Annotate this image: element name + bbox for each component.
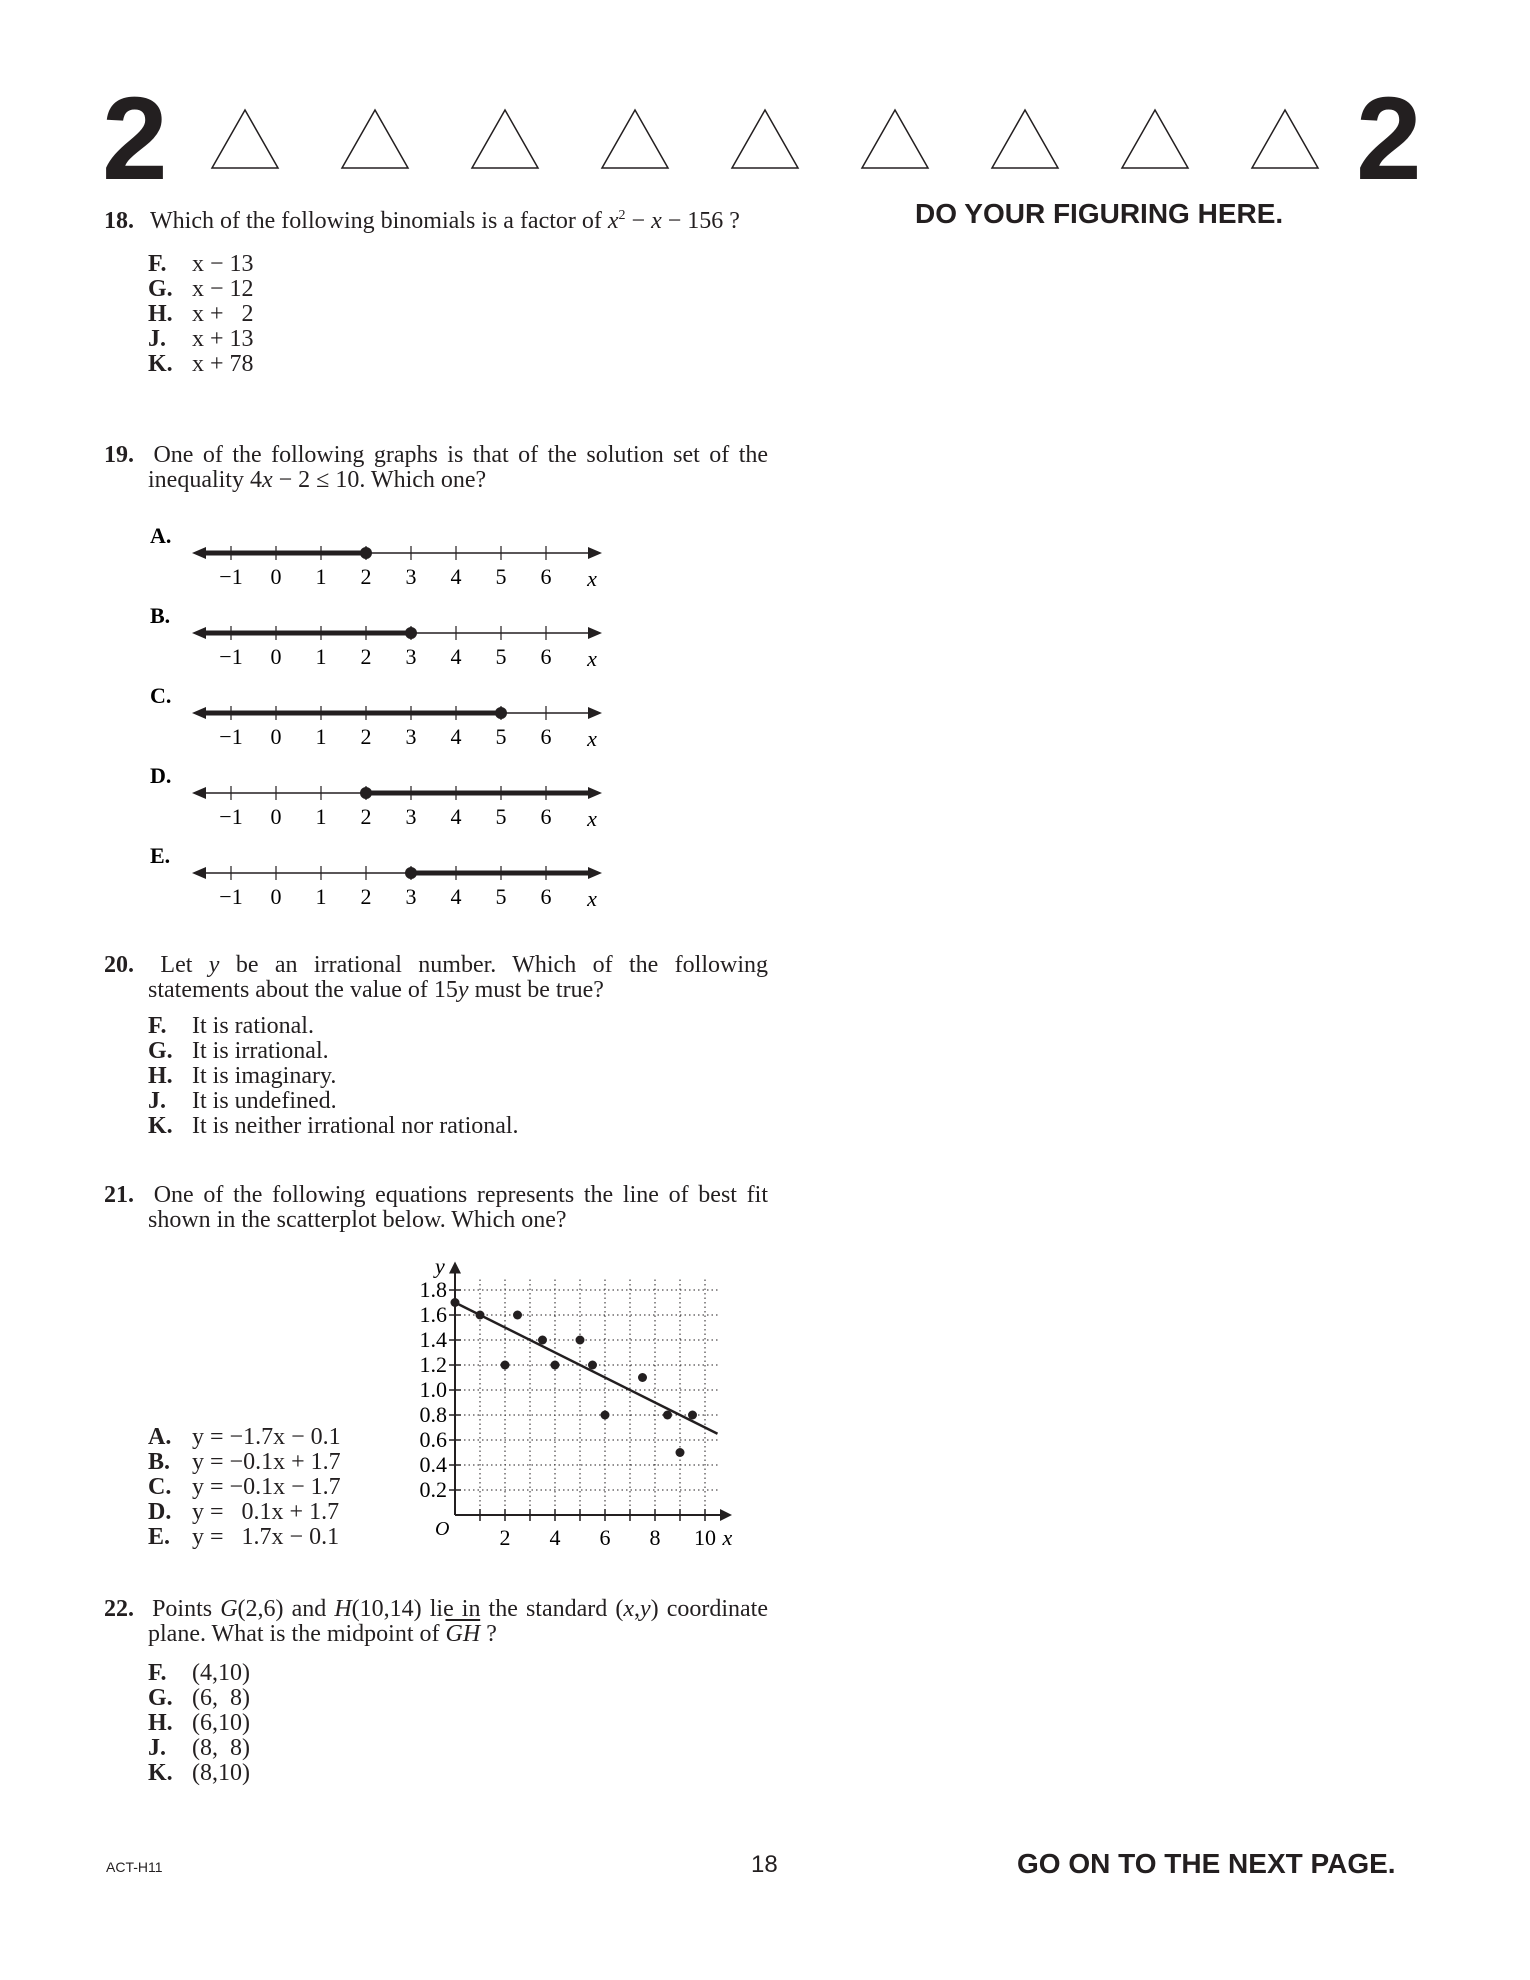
- triangle-icon: [340, 108, 410, 170]
- choice-letter: H.: [148, 301, 173, 327]
- tick-label: 1: [315, 724, 327, 749]
- x-tick-label: 6: [599, 1525, 611, 1550]
- choice-letter: A.: [148, 1424, 172, 1450]
- triangle-icon: [1250, 108, 1320, 170]
- tick-label: 4: [450, 644, 462, 669]
- y-tick-label: 1.4: [419, 1327, 447, 1352]
- scatterplot: [395, 1245, 755, 1565]
- right-arrow-icon: [588, 627, 602, 639]
- question-22: [104, 1597, 768, 1786]
- answer-choice: [148, 1064, 768, 1089]
- triangle-icon: [860, 108, 930, 170]
- grid: [455, 1278, 718, 1515]
- tick-label: 0: [270, 884, 282, 909]
- axis-variable-label: x: [587, 646, 597, 671]
- solution-point: [360, 787, 372, 799]
- question-21: [104, 1183, 768, 1233]
- choice-letter: J.: [148, 1088, 166, 1114]
- tick-label: 2: [360, 564, 372, 589]
- data-point: [513, 1311, 522, 1320]
- tick-label: 0: [270, 724, 282, 749]
- triangle-icon: [1120, 108, 1190, 170]
- left-arrow-icon: [192, 787, 206, 799]
- choice-letter: K.: [148, 1760, 173, 1786]
- choice-text: x + 13: [192, 326, 254, 352]
- answer-choice: [148, 277, 768, 302]
- choice-text: It is neither irrational nor rational.: [192, 1113, 519, 1139]
- choice-text: It is imaginary.: [192, 1063, 337, 1089]
- tick-label: 5: [495, 804, 507, 829]
- data-point: [501, 1361, 510, 1370]
- graph-letter: E.: [150, 843, 171, 868]
- y-tick-label: 1.6: [419, 1302, 447, 1327]
- choice-text: It is undefined.: [192, 1088, 337, 1114]
- question-20-choices: [104, 1014, 768, 1139]
- tick-label: 0: [270, 564, 282, 589]
- choice-letter: J.: [148, 326, 166, 352]
- data-point: [638, 1373, 647, 1382]
- tick-label: −1: [219, 564, 243, 589]
- tick-label: −1: [219, 724, 243, 749]
- question-number: 19.: [104, 442, 134, 468]
- y-tick-label: 0.2: [419, 1477, 447, 1502]
- choice-text: y = 1.7x − 0.1: [192, 1524, 340, 1550]
- tick-label: −1: [219, 804, 243, 829]
- answer-choice: [148, 1761, 768, 1786]
- tick-label: 0: [270, 804, 282, 829]
- triangle-icon: [600, 108, 670, 170]
- tick-label: 0: [270, 644, 282, 669]
- tick-label: 5: [495, 724, 507, 749]
- question-19-text: 19. One of the following graphs is that of the solution set of the inequality 4x − 2 ≤ 10. Which one?: [104, 442, 769, 493]
- left-arrow-icon: [192, 867, 206, 879]
- best-fit-line: [455, 1303, 718, 1434]
- answer-choice: [148, 302, 768, 327]
- graph-letter: A.: [150, 523, 172, 548]
- question-18-text: 18. Which of the following binomials is a factor of $x^2 - x - 156$ ?: [104, 208, 740, 234]
- choice-text: y = −0.1x + 1.7: [192, 1449, 341, 1475]
- tick-label: 3: [405, 804, 417, 829]
- form-code: ACT-H11: [106, 1859, 163, 1875]
- choice-text: x + 78: [192, 351, 254, 377]
- answer-choice: [148, 1425, 341, 1450]
- y-tick-label: 0.6: [419, 1427, 447, 1452]
- question-20-text: 20. Let y be an irrational number. Which of the following statements about the value of 15y must be true?: [104, 952, 769, 1003]
- data-point: [688, 1411, 697, 1420]
- tick-label: 6: [540, 644, 552, 669]
- tick-label: 4: [450, 724, 462, 749]
- tick-label: 1: [315, 884, 327, 909]
- question-number: 20.: [104, 952, 134, 978]
- tick-label: 1: [315, 564, 327, 589]
- data-point: [551, 1361, 560, 1370]
- question-number: 18.: [104, 208, 134, 234]
- x-tick-label: 4: [549, 1525, 561, 1550]
- choice-letter: F.: [148, 1660, 167, 1686]
- tick-label: 3: [405, 564, 417, 589]
- solution-point: [405, 867, 417, 879]
- answer-choice: [148, 1736, 768, 1761]
- answer-choice: [148, 1014, 768, 1039]
- x-axis-arrow-icon: [720, 1509, 732, 1521]
- figuring-note: DO YOUR FIGURING HERE.: [915, 198, 1284, 229]
- tick-label: −1: [219, 884, 243, 909]
- tick-label: 2: [360, 804, 372, 829]
- choice-letter: H.: [148, 1710, 173, 1736]
- question-number: 21.: [104, 1182, 134, 1208]
- tick-label: 6: [540, 804, 552, 829]
- choice-text: (6,10): [192, 1710, 250, 1736]
- choice-text: It is irrational.: [192, 1038, 329, 1064]
- answer-choice: [148, 327, 768, 352]
- triangle-icon: [730, 108, 800, 170]
- x-tick-label: 8: [649, 1525, 661, 1550]
- page-number: 18: [751, 1851, 778, 1878]
- tick-label: 6: [540, 564, 552, 589]
- answer-choice: [148, 1114, 768, 1139]
- triangle-icon: [210, 108, 280, 170]
- choice-letter: E.: [148, 1524, 171, 1550]
- number-line-b: [150, 603, 602, 671]
- solution-point: [360, 547, 372, 559]
- question-19: [104, 443, 768, 493]
- y-axis-label: y: [435, 1253, 445, 1279]
- choice-letter: K.: [148, 1113, 173, 1139]
- data-point: [576, 1336, 585, 1345]
- y-tick-label: 0.8: [419, 1402, 447, 1427]
- choice-letter: H.: [148, 1063, 173, 1089]
- data-point: [663, 1411, 672, 1420]
- data-point: [588, 1361, 597, 1370]
- graph-letter: D.: [150, 763, 172, 788]
- data-point: [451, 1298, 460, 1307]
- choice-text: (6, 8): [192, 1685, 250, 1711]
- tick-label: 1: [315, 804, 327, 829]
- choice-text: y = −1.7x − 0.1: [192, 1424, 341, 1450]
- tick-label: 3: [405, 644, 417, 669]
- solution-point: [405, 627, 417, 639]
- tick-label: 5: [495, 644, 507, 669]
- tick-label: 4: [450, 804, 462, 829]
- section-number-left: 2: [102, 73, 168, 205]
- answer-choice: [148, 352, 768, 377]
- x-axis-label: x: [722, 1525, 733, 1550]
- number-lines: [140, 510, 640, 910]
- choice-text: (8, 8): [192, 1735, 250, 1761]
- choice-text: y = −0.1x − 1.7: [192, 1474, 341, 1500]
- number-line-d: [150, 763, 602, 831]
- answer-choice: [148, 1711, 768, 1736]
- choice-letter: G.: [148, 1038, 173, 1064]
- origin-label: O: [435, 1518, 450, 1540]
- tick-label: 2: [360, 884, 372, 909]
- section-number-right: 2: [1356, 73, 1422, 205]
- tick-label: 1: [315, 644, 327, 669]
- data-point: [601, 1411, 610, 1420]
- choice-letter: C.: [148, 1474, 172, 1500]
- go-on-next-page: GO ON TO THE NEXT PAGE.: [1017, 1848, 1396, 1879]
- axis-variable-label: x: [587, 726, 597, 751]
- axis-variable-label: x: [587, 886, 597, 910]
- number-line-a: [150, 523, 602, 591]
- data-point: [538, 1336, 547, 1345]
- triangle-icon: [990, 108, 1060, 170]
- tick-label: 4: [450, 564, 462, 589]
- question-number: 22.: [104, 1596, 134, 1622]
- y-axis-arrow-icon: [449, 1262, 461, 1274]
- tick-label: −1: [219, 644, 243, 669]
- tick-label: 2: [360, 724, 372, 749]
- question-21-choices: [148, 1425, 341, 1550]
- choice-text: (4,10): [192, 1660, 250, 1686]
- x-tick-label: 10: [694, 1525, 716, 1550]
- question-22-choices: [104, 1661, 768, 1786]
- choice-letter: F.: [148, 1013, 167, 1039]
- y-tick-label: 1.2: [419, 1352, 447, 1377]
- question-18-choices: [104, 252, 768, 377]
- answer-choice: [148, 1686, 768, 1711]
- tick-label: 5: [495, 564, 507, 589]
- question-20: [104, 953, 768, 1139]
- answer-choice: [148, 1475, 341, 1500]
- x-tick-label: 2: [499, 1525, 511, 1550]
- answer-choice: [148, 1661, 768, 1686]
- right-arrow-icon: [588, 707, 602, 719]
- question-22-text: 22. Points G(2,6) and H(10,14) lie in the standard (x,y) coordinate plane. What is the midpoint of $\overline{GH}$ ?: [104, 1596, 768, 1647]
- y-tick-label: 0.4: [419, 1452, 447, 1477]
- tick-label: 5: [495, 884, 507, 909]
- data-point: [476, 1311, 485, 1320]
- data-point: [676, 1448, 685, 1457]
- solution-point: [495, 707, 507, 719]
- answer-choice: [148, 1089, 768, 1114]
- choice-text: x − 12: [192, 276, 254, 302]
- number-line-e: [150, 843, 602, 910]
- question-18: [104, 203, 768, 377]
- right-arrow-icon: [588, 547, 602, 559]
- axis-variable-label: x: [587, 566, 597, 591]
- graph-letter: C.: [150, 683, 172, 708]
- choice-letter: G.: [148, 1685, 173, 1711]
- question-21-text: 21. One of the following equations represents the line of best fit shown in the scatterplot below. Which one?: [104, 1182, 769, 1233]
- choice-text: x + 2: [192, 301, 254, 327]
- choice-letter: B.: [148, 1449, 171, 1475]
- y-tick-label: 1.0: [419, 1377, 447, 1402]
- tick-label: 4: [450, 884, 462, 909]
- triangle-icon: [470, 108, 540, 170]
- graph-letter: B.: [150, 603, 171, 628]
- choice-letter: F.: [148, 251, 167, 277]
- choice-letter: D.: [148, 1499, 172, 1525]
- choice-letter: J.: [148, 1735, 166, 1761]
- answer-choice: [148, 252, 768, 277]
- answer-choice: [148, 1039, 768, 1064]
- choice-letter: G.: [148, 276, 173, 302]
- tick-label: 6: [540, 884, 552, 909]
- choice-text: (8,10): [192, 1760, 250, 1786]
- tick-label: 2: [360, 644, 372, 669]
- tick-label: 6: [540, 724, 552, 749]
- y-tick-label: 1.8: [419, 1277, 447, 1302]
- choice-text: y = 0.1x + 1.7: [192, 1499, 340, 1525]
- number-line-c: [150, 683, 602, 751]
- answer-choice: [148, 1450, 341, 1475]
- choice-text: x − 13: [192, 251, 254, 277]
- answer-choice: [148, 1500, 341, 1525]
- axis-variable-label: x: [587, 806, 597, 831]
- choice-letter: K.: [148, 351, 173, 377]
- choice-text: It is rational.: [192, 1013, 314, 1039]
- answer-choice: [148, 1525, 341, 1550]
- tick-label: 3: [405, 884, 417, 909]
- tick-label: 3: [405, 724, 417, 749]
